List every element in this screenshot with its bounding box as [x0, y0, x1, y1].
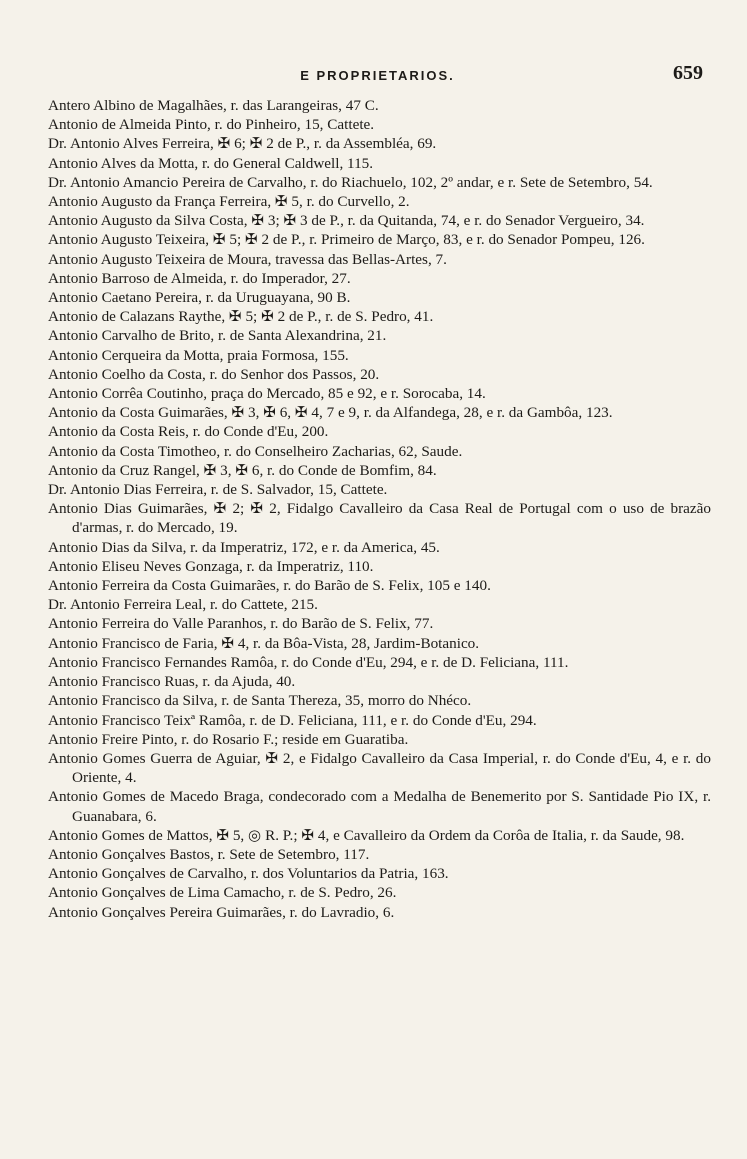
directory-entry: Antonio Gonçalves de Lima Camacho, r. de S. Pedro, 26. — [48, 884, 397, 902]
directory-entry: Antonio Freire Pinto, r. do Rosario F.; reside em Guaratiba. — [48, 730, 409, 748]
directory-entry: Antonio da Cruz Rangel, ✠ 3, ✠ 6, r. do Conde de Bomfim, 84. — [48, 461, 437, 479]
entry-list — [48, 96, 711, 922]
directory-entry: Antonio Francisco Teixª Ramôa, r. de D. Feliciana, 111, e r. do Conde d'Eu, 294. — [48, 711, 537, 729]
directory-entry: Dr. Antonio Dias Ferreira, r. de S. Salvador, 15, Cattete. — [48, 481, 388, 499]
directory-entry: Antonio Carvalho de Brito, r. de Santa Alexandrina, 21. — [48, 327, 387, 345]
directory-entry: Antonio Gomes de Mattos, ✠ 5, ◎ R. P.; ✠ 4, e Cavalleiro da Ordem da Corôa de Italia, r. da Saude, 98. — [48, 826, 685, 844]
directory-entry: Antonio Gonçalves Bastos, r. Sete de Setembro, 117. — [48, 845, 370, 863]
directory-entry: Antonio Francisco da Silva, r. de Santa Thereza, 35, morro do Nhéco. — [48, 692, 472, 710]
running-title: E PROPRIETARIOS. — [300, 68, 455, 83]
directory-entry: Antonio Eliseu Neves Gonzaga, r. da Imperatriz, 110. — [48, 557, 374, 575]
directory-entry: Antonio da Costa Reis, r. do Conde d'Eu, 200. — [48, 423, 329, 441]
directory-entry: Antonio Augusto da França Ferreira, ✠ 5, r. do Curvello, 2. — [48, 193, 410, 211]
directory-entry: Antonio Dias Guimarães, ✠ 2; ✠ 2, Fidalgo Cavalleiro da Casa Real de Portugal com o uso de brazão d'armas, r. do Mercado, 19. — [48, 500, 711, 537]
directory-entry: Antonio Gomes de Macedo Braga, condecorado com a Medalha de Benemerito por S. Santidade Pio IX, r. Guanabara, 6. — [48, 788, 711, 825]
directory-entry: Antonio Cerqueira da Motta, praia Formosa, 155. — [48, 346, 349, 364]
directory-entry: Antonio Ferreira da Costa Guimarães, r. do Barão de S. Felix, 105 e 140. — [48, 577, 491, 595]
directory-entry: Dr. Antonio Ferreira Leal, r. do Cattete, 215. — [48, 596, 318, 614]
page-header — [48, 62, 707, 92]
directory-entry: Antonio Francisco de Faria, ✠ 4, r. da Bôa-Vista, 28, Jardim-Botanico. — [48, 634, 480, 652]
directory-entry: Antonio Caetano Pereira, r. da Uruguayana, 90 B. — [48, 289, 351, 307]
directory-entry: Antonio Gomes Guerra de Aguiar, ✠ 2, e Fidalgo Cavalleiro da Casa Imperial, r. do Conde d'Eu, 4, e r. do Oriente, 4. — [48, 749, 711, 787]
directory-entry: Antonio Dias da Silva, r. da Imperatriz, 172, e r. da America, 45. — [48, 538, 440, 556]
directory-entry: Dr. Antonio Amancio Pereira de Carvalho, r. do Riachuelo, 102, 2º andar, e r. Sete de Setembro, 54. — [48, 173, 653, 191]
directory-entry: Antonio Francisco Ruas, r. da Ajuda, 40. — [48, 673, 296, 691]
directory-entry: Antonio Corrêa Coutinho, praça do Mercado, 85 e 92, e r. Sorocaba, 14. — [48, 385, 486, 403]
directory-entry: Antonio de Almeida Pinto, r. do Pinheiro, 15, Cattete. — [48, 116, 375, 134]
directory-entry: Antonio Augusto Teixeira, ✠ 5; ✠ 2 de P., r. Primeiro de Março, 83, e r. do Senador Pompeu, 126. — [48, 231, 645, 249]
directory-entry: Antonio da Costa Timotheo, r. do Conselheiro Zacharias, 62, Saude. — [48, 442, 463, 460]
directory-entry: Antero Albino de Magalhães, r. das Larangeiras, 47 C. — [48, 97, 379, 114]
directory-entry: Antonio Ferreira do Valle Paranhos, r. do Barão de S. Felix, 77. — [48, 615, 434, 633]
directory-entry: Dr. Antonio Alves Ferreira, ✠ 6; ✠ 2 de P., r. da Assembléa, 69. — [48, 135, 437, 153]
directory-entry: Antonio Barroso de Almeida, r. do Imperador, 27. — [48, 269, 351, 287]
directory-entry: Antonio Augusto da Silva Costa, ✠ 3; ✠ 3 de P., r. da Quitanda, 74, e r. do Senador Vergueiro, 34. — [48, 212, 645, 230]
directory-entry: Antonio Gonçalves de Carvalho, r. dos Voluntarios da Patria, 163. — [48, 865, 449, 883]
directory-entry: Antonio Coelho da Costa, r. do Senhor dos Passos, 20. — [48, 365, 380, 383]
directory-entry: Antonio Gonçalves Pereira Guimarães, r. do Lavradio, 6. — [48, 903, 395, 921]
directory-entry: Antonio da Costa Guimarães, ✠ 3, ✠ 6, ✠ 4, 7 e 9, r. da Alfandega, 28, e r. da Gambôa, 123. — [48, 404, 613, 422]
directory-entry: Antonio de Calazans Raythe, ✠ 5; ✠ 2 de P., r. de S. Pedro, 41. — [48, 308, 434, 326]
directory-entry: Antonio Francisco Fernandes Ramôa, r. do Conde d'Eu, 294, e r. de D. Feliciana, 111. — [48, 653, 569, 671]
page-number: 659 — [673, 62, 703, 84]
directory-entry: Antonio Augusto Teixeira de Moura, travessa das Bellas-Artes, 7. — [48, 250, 447, 268]
directory-entry: Antonio Alves da Motta, r. do General Caldwell, 115. — [48, 154, 374, 172]
